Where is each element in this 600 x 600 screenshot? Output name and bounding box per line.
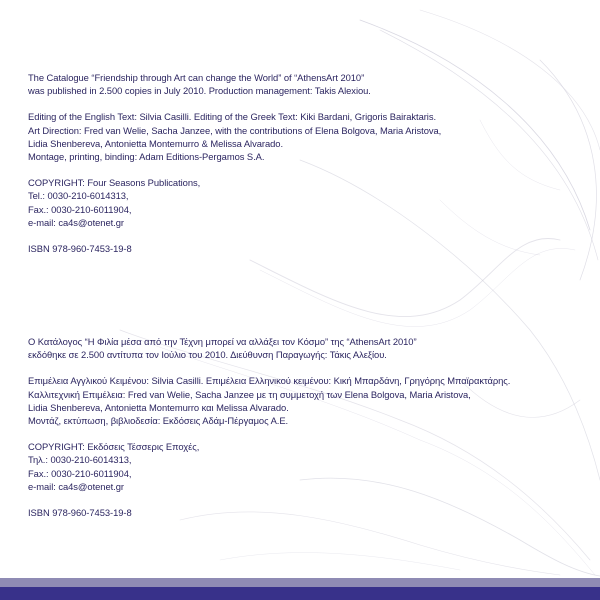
greek-publication-line-1: Ο Κατάλογος “Η Φιλία μέσα από την Τέχνη μπορεί να αλλάξει τον Κόσμο” της “AthensArt 2010” (28, 336, 417, 347)
english-credits-line-3: Lidia Shenbereva, Antonietta Montemurro & Melissa Alvarado. (28, 137, 284, 149)
english-copyright-line-1: COPYRIGHT: Four Seasons Publications, (28, 177, 201, 189)
greek-copyright-line-4: e-mail: ca4s@otenet.gr (28, 480, 124, 492)
greek-copyright-line-3: Fax.: 0030-210-6011904, (28, 467, 132, 479)
english-credits-line-4: Montage, printing, binding: Adam Editions-Pergamos S.A. (28, 151, 265, 163)
greek-copyright-line-1: COPYRIGHT: Εκδόσεις Τέσσερις Εποχές, (28, 441, 200, 453)
english-credits-line-1: Editing of the English Text: Silvia Casilli. Editing of the Greek Text: Kiki Bardani, Grigoris Bairaktaris. (28, 111, 437, 123)
english-copyright-line-4: e-mail: ca4s@otenet.gr (28, 216, 124, 228)
english-colophon (28, 71, 588, 255)
greek-credits-line-1: Επιμέλεια Αγγλικού Κειμένου: Silvia Casilli. Επιμέλεια Ελληνικού κειμένου: Κική Μπαρδάνη, Γρηγόρης Μπαϊρακτάρης. (28, 375, 511, 387)
greek-credits-line-3: Lidia Shenbereva, Antonietta Montemurro και Melissa Alvarado. (28, 401, 289, 413)
greek-credits-line-4: Μοντάζ, εκτύπωση, βιβλιοδεσία: Εκδόσεις Αδάμ-Πέργαμος Α.Ε. (28, 415, 289, 427)
greek-credits-line-2: Καλλιτεχνική Επιμέλεια: Fred van Welie, Sacha Janzee με τη συμμετοχή των Elena Bolgova, Maria Aristova, (28, 388, 471, 400)
greek-isbn: ISBN 978-960-7453-19-8 (28, 507, 132, 519)
english-credits-line-2: Art Direction: Fred van Welie, Sacha Janzee, with the contributions of Elena Bolgova, Maria Aristova, (28, 124, 442, 136)
english-publication-line-1: The Catalogue “Friendship through Art can change the World” of “AthensArt 2010” (28, 72, 365, 83)
english-publication-line-2: was published in 2.500 copies in July 2010. Production management: Takis Alexiou. (28, 85, 371, 97)
footer-band-dark (0, 587, 600, 600)
greek-colophon (28, 335, 588, 519)
english-isbn: ISBN 978-960-7453-19-8 (28, 243, 132, 255)
english-copyright-line-2: Tel.: 0030-210-6014313, (28, 190, 129, 202)
english-copyright-line-3: Fax.: 0030-210-6011904, (28, 203, 132, 215)
greek-publication-line-2: εκδόθηκε σε 2.500 αντίτυπα τον Ιούλιο του 2010. Διεύθυνση Παραγωγής: Τάκις Αλεξίου. (28, 349, 387, 361)
greek-copyright-line-2: Τηλ.: 0030-210-6014313, (28, 454, 132, 466)
footer-band-light (0, 578, 600, 587)
